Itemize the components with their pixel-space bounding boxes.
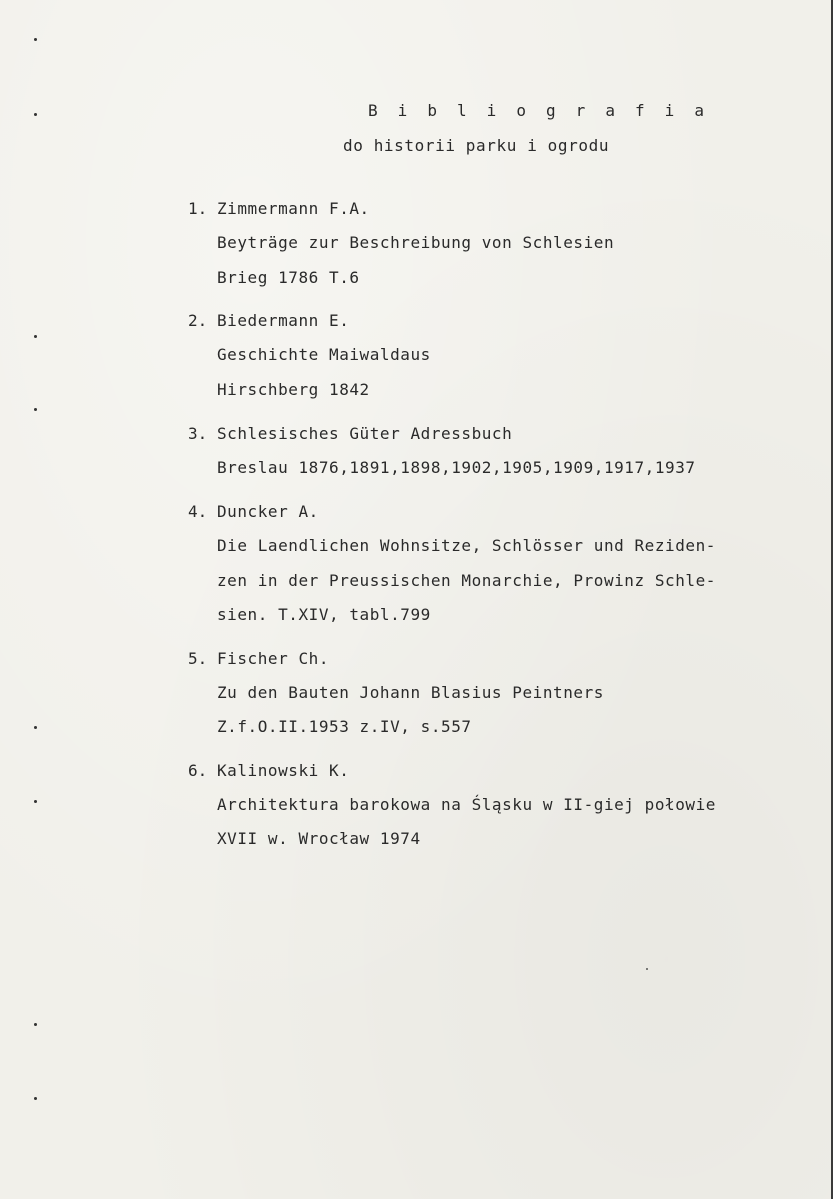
entry-number: 1.	[188, 199, 208, 218]
entry-author: Duncker A.	[217, 502, 319, 521]
entry-line: sien. T.XIV, tabl.799	[217, 605, 431, 624]
entry-number: 2.	[188, 311, 208, 330]
entry-line: Breslau 1876,1891,1898,1902,1905,1909,1917,1937	[217, 458, 696, 477]
margin-mark	[34, 335, 37, 338]
entry-number: 3.	[188, 424, 208, 443]
entry-line: Die Laendlichen Wohnsitze, Schlösser und Reziden-	[217, 536, 716, 555]
entry-author: Biedermann E.	[217, 311, 350, 330]
entry-author: Kalinowski K.	[217, 761, 350, 780]
margin-mark	[34, 1097, 37, 1100]
entry-line: Hirschberg 1842	[217, 380, 370, 399]
entry-line: zen in der Preussischen Monarchie, Prowinz Schle-	[217, 571, 716, 590]
entry-number: 4.	[188, 502, 208, 521]
entry-line: XVII w. Wrocław 1974	[217, 829, 421, 848]
entry-line: Z.f.O.II.1953 z.IV, s.557	[217, 717, 472, 736]
document-title: B i b l i o g r a f i a	[368, 101, 710, 120]
margin-mark	[34, 800, 37, 803]
entry-author: Zimmermann F.A.	[217, 199, 370, 218]
entry-number: 6.	[188, 761, 208, 780]
entry-line: Zu den Bauten Johann Blasius Peintners	[217, 683, 604, 702]
entry-author: Schlesisches Güter Adressbuch	[217, 424, 513, 443]
entry-line: Brieg 1786 T.6	[217, 268, 360, 287]
paper-speck	[646, 968, 648, 970]
entry-author: Fischer Ch.	[217, 649, 330, 668]
entry-line: Beyträge zur Beschreibung von Schlesien	[217, 233, 615, 252]
entry-line: Architektura barokowa na Śląsku w II-giej połowie	[217, 795, 716, 814]
margin-mark	[34, 408, 37, 411]
entry-number: 5.	[188, 649, 208, 668]
document-subtitle: do historii parku i ogrodu	[343, 136, 610, 155]
margin-mark	[34, 726, 37, 729]
margin-mark	[34, 113, 37, 116]
margin-mark	[34, 38, 37, 41]
entry-line: Geschichte Maiwaldaus	[217, 345, 431, 364]
margin-mark	[34, 1023, 37, 1026]
